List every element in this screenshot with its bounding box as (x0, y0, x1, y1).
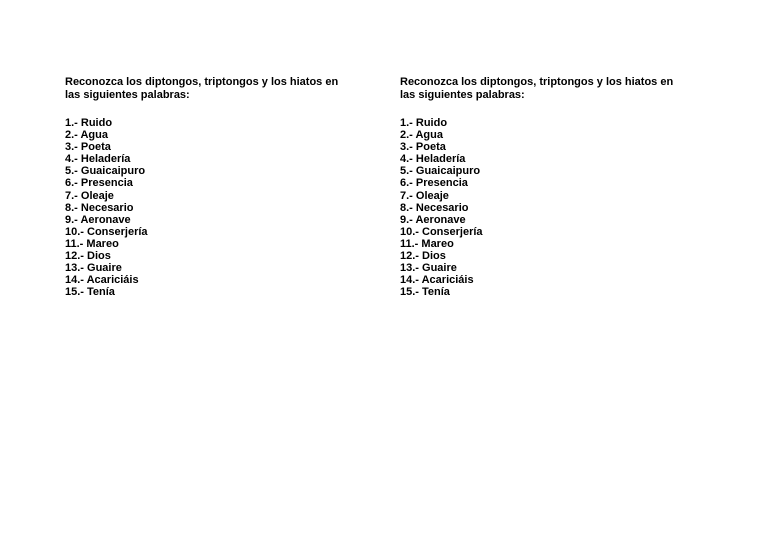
list-item: 4.- Heladería (65, 153, 131, 166)
list-item: 7.- Oleaje (400, 189, 449, 202)
list-item: 3.- Poeta (400, 141, 446, 154)
list-item: 15.- Tenía (65, 286, 115, 299)
list-item: 10.- Conserjería (400, 225, 483, 238)
list-item: 11.- Mareo (400, 237, 454, 250)
list-item: 7.- Oleaje (65, 189, 114, 202)
list-item: 12.- Dios (65, 250, 111, 263)
word-list (65, 117, 365, 298)
list-item: 1.- Ruido (65, 117, 113, 129)
list-item: 15.- Tenía (400, 286, 450, 299)
list-item: 2.- Agua (65, 129, 108, 142)
list-item: 6.- Presencia (400, 177, 468, 190)
exercise-instruction: Reconozca los diptongos, triptongos y los hiatos en las siguientes palabras: (400, 76, 674, 101)
list-item: 4.- Heladería (400, 153, 466, 166)
list-item: 2.- Agua (400, 129, 443, 142)
list-item: 8.- Necesario (400, 201, 469, 214)
list-item: 1.- Ruido (400, 117, 448, 129)
list-item: 12.- Dios (400, 250, 446, 263)
list-item: 13.- Guaire (400, 262, 457, 275)
word-list (400, 117, 700, 298)
list-item: 14.- Acariciáis (400, 274, 474, 287)
list-item: 3.- Poeta (65, 141, 111, 154)
exercise-column-left (65, 76, 365, 298)
list-item: 5.- Guaicaipuro (65, 165, 146, 178)
list-item: 10.- Conserjería (65, 225, 148, 238)
list-item: 5.- Guaicaipuro (400, 165, 481, 178)
list-item: 6.- Presencia (65, 177, 133, 190)
exercise-instruction: Reconozca los diptongos, triptongos y los hiatos en las siguientes palabras: (65, 76, 339, 101)
list-item: 13.- Guaire (65, 262, 122, 275)
list-item: 11.- Mareo (65, 237, 119, 250)
list-item: 14.- Acariciáis (65, 274, 139, 287)
list-item: 9.- Aeronave (400, 213, 466, 226)
list-item: 8.- Necesario (65, 201, 134, 214)
list-item: 9.- Aeronave (65, 213, 131, 226)
exercise-column-right (400, 76, 700, 298)
